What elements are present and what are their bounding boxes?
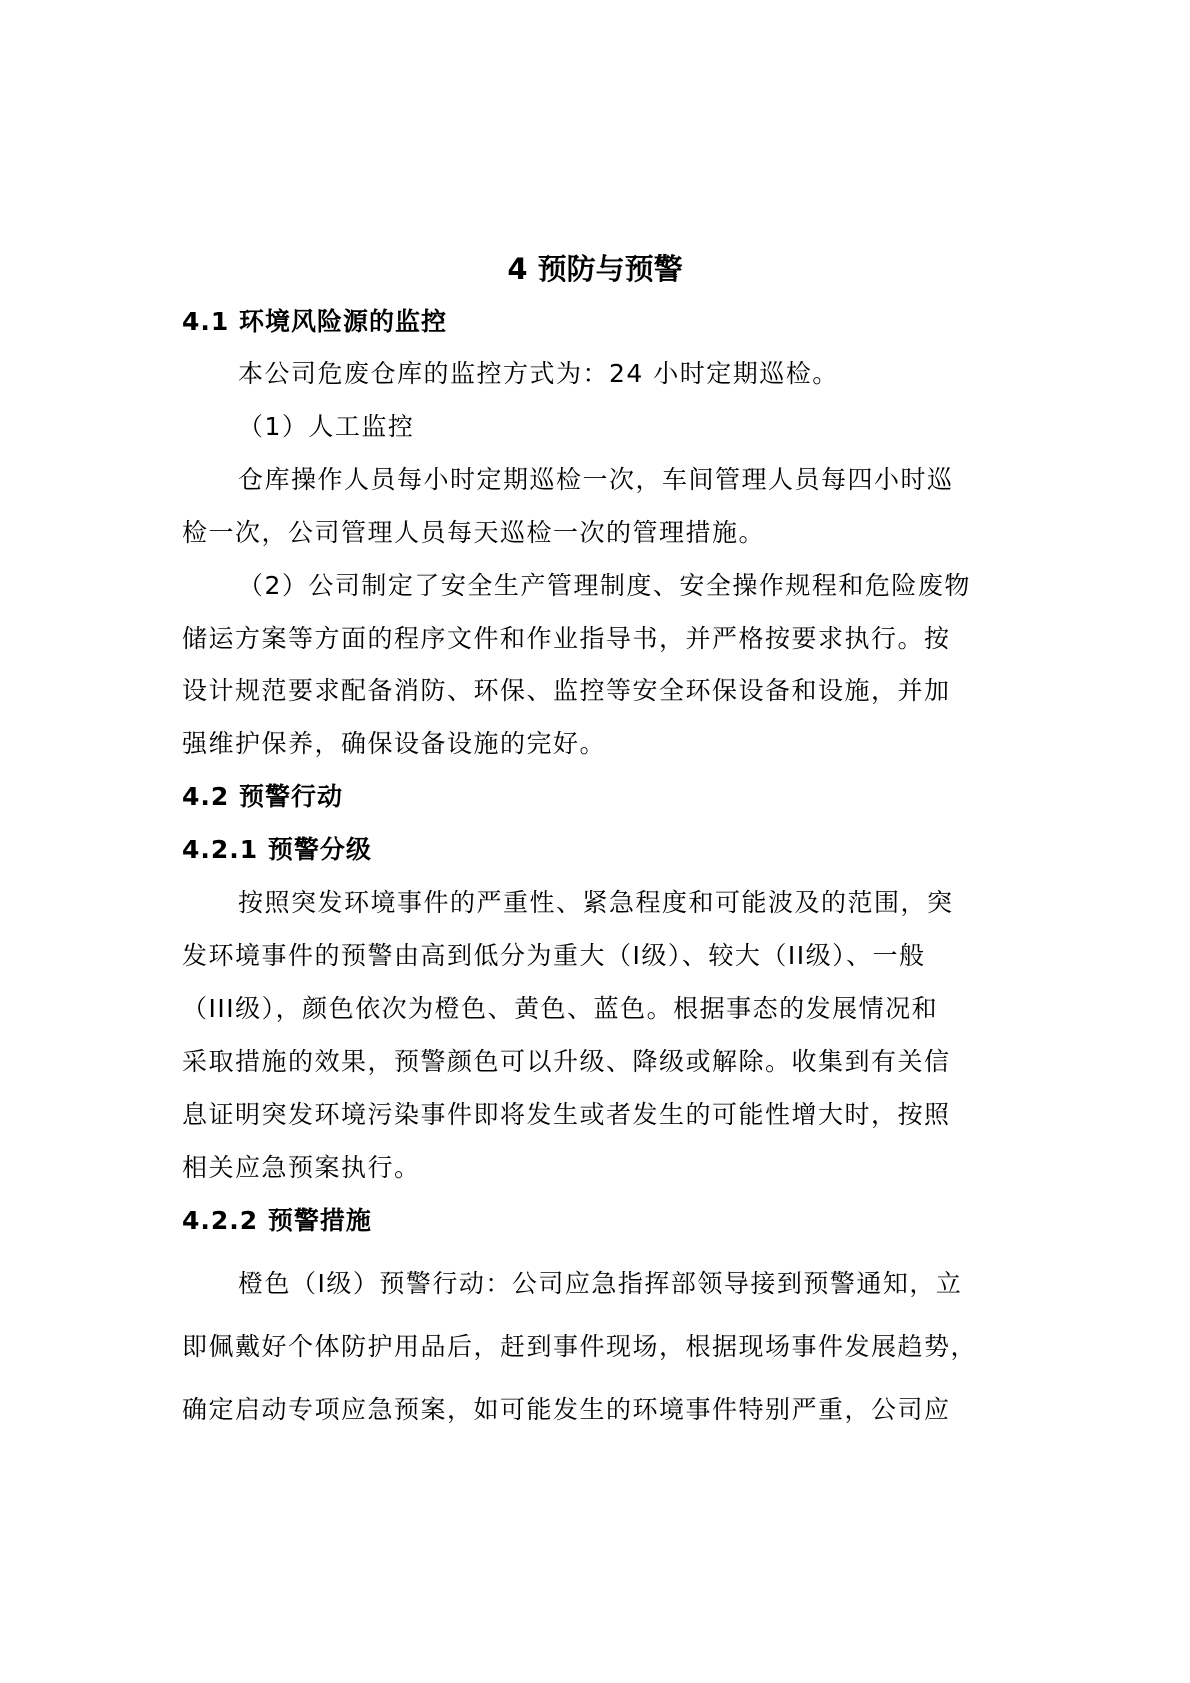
paragraph-line: 相关应急预案执行。 <box>182 1153 421 1182</box>
paragraph-line: 强维护保养，确保设备设施的完好。 <box>182 729 607 758</box>
paragraph-line: 仓库操作人员每小时定期巡检一次，车间管理人员每四小时巡 <box>238 465 954 494</box>
paragraph-line: 即佩戴好个体防护用品后，赶到事件现场，根据现场事件发展趋势， <box>182 1332 978 1361</box>
section-heading-4-2-1: 4.2.1 预警分级 <box>182 835 372 864</box>
paragraph-line: 橙色（I级）预警行动：公司应急指挥部领导接到预警通知，立 <box>238 1269 963 1298</box>
list-item-heading: （1）人工监控 <box>238 412 415 441</box>
paragraph-line: 检一次，公司管理人员每天巡检一次的管理措施。 <box>182 518 766 547</box>
paragraph-line: 发环境事件的预警由高到低分为重大（I级）、较大（II级）、一般 <box>182 941 926 970</box>
paragraph-line: （III级），颜色依次为橙色、黄色、蓝色。根据事态的发展情况和 <box>182 994 939 1023</box>
paragraph-line: 设计规范要求配备消防、环保、监控等安全环保设备和设施，并加 <box>182 676 951 705</box>
section-heading-4-1: 4.1 环境风险源的监控 <box>182 307 447 336</box>
paragraph-line: 息证明突发环境污染事件即将发生或者发生的可能性增大时，按照 <box>182 1100 951 1129</box>
section-heading-4-2-2: 4.2.2 预警措施 <box>182 1206 372 1235</box>
section-heading-4-2: 4.2 预警行动 <box>182 782 343 811</box>
paragraph-line: 本公司危废仓库的监控方式为：24 小时定期巡检。 <box>238 359 839 388</box>
page-title: 4 预防与预警 <box>507 252 683 286</box>
paragraph-line: 采取措施的效果，预警颜色可以升级、降级或解除。收集到有关信 <box>182 1047 951 1076</box>
paragraph-line: 储运方案等方面的程序文件和作业指导书，并严格按要求执行。按 <box>182 624 951 653</box>
paragraph-line: 按照突发环境事件的严重性、紧急程度和可能波及的范围，突 <box>238 888 954 917</box>
paragraph-line: 确定启动专项应急预案，如可能发生的环境事件特别严重，公司应 <box>182 1395 951 1424</box>
paragraph-line: （2）公司制定了安全生产管理制度、安全操作规程和危险废物 <box>238 571 971 600</box>
